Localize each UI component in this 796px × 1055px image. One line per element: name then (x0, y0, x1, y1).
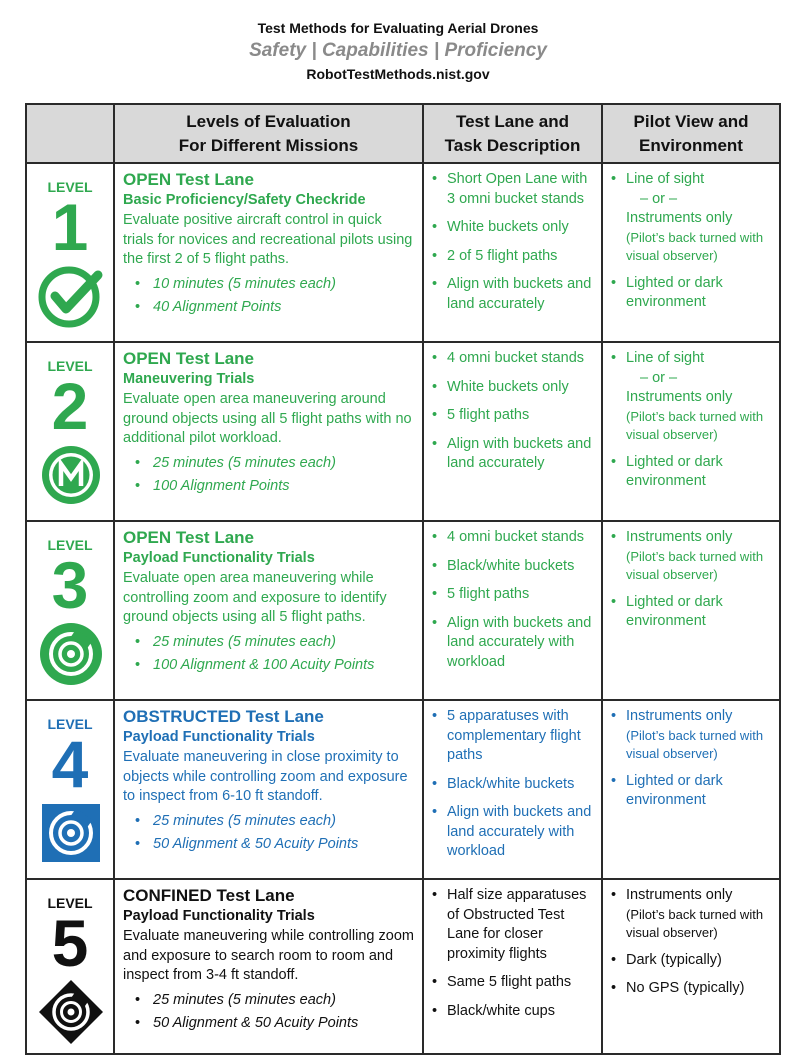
pilot-item-gps: • No GPS (typically) (603, 979, 773, 999)
pilot-item-environment: • Lighted or dark environment (603, 593, 773, 632)
level-label: LEVEL (47, 358, 93, 374)
description-text: Evaluate maneuvering in close proximity to objects while controlling zoom and exposure to inspect from 6-10 ft standoff. (123, 749, 408, 804)
lane-item: • 5 apparatuses with complementary flight paths (424, 707, 595, 766)
level-number: 5 (51, 906, 89, 980)
level-3-pilot (602, 521, 780, 700)
level-label: LEVEL (47, 716, 93, 732)
lane-title: CONFINED Test Lane (123, 886, 295, 905)
stat-duration: • 25 minutes (5 minutes each) (123, 452, 415, 476)
m-badge-icon (38, 442, 104, 508)
trial-subtitle: Maneuvering Trials (123, 371, 255, 387)
level-5-pilot (602, 879, 780, 1054)
trial-subtitle: Payload Functionality Trials (123, 908, 315, 924)
lane-item: • White buckets only (424, 218, 595, 238)
pilot-item-environment: • Lighted or dark environment (603, 274, 773, 313)
stat-points: • 50 Alignment & 50 Acuity Points (123, 833, 415, 857)
evaluation-levels-table (25, 103, 781, 1055)
trial-subtitle: Payload Functionality Trials (123, 550, 315, 566)
stat-duration: • 25 minutes (5 minutes each) (123, 989, 415, 1013)
level-4-description (114, 700, 423, 879)
lane-item: • 4 omni bucket stands (424, 528, 595, 548)
description-text: Evaluate positive aircraft control in quick trials for novices and recreational pilots using the first 2 of 5 flight paths. (123, 212, 413, 267)
level-label: LEVEL (47, 179, 93, 195)
header-row (26, 104, 780, 163)
level-1-lane (423, 163, 602, 342)
trial-subtitle: Payload Functionality Trials (123, 729, 315, 745)
level-2-pilot (602, 342, 780, 521)
pilot-item-view: • Instruments only (Pilot’s back turned with visual observer) (603, 528, 773, 584)
level-1-cell (26, 163, 114, 342)
header-pilot-view: Pilot View and Environment (602, 104, 780, 163)
document-subtitle: Safety | Capabilities | Proficiency (249, 40, 547, 61)
document-title: Test Methods for Evaluating Aerial Drones (257, 20, 539, 36)
lane-title: OPEN Test Lane (123, 170, 254, 189)
header-test-lane: Test Lane and Task Description (423, 104, 602, 163)
description-text: Evaluate open area maneuvering while controlling zoom and exposure to identify ground objects using all 5 flight paths. (123, 570, 387, 625)
level-1-description (114, 163, 423, 342)
stat-points: • 50 Alignment & 50 Acuity Points (123, 1012, 415, 1036)
website-link[interactable]: RobotTestMethods.nist.gov (306, 66, 490, 82)
description-text: Evaluate maneuvering while controlling zoom and exposure to search room to room and inspect from 3-4 ft standoff. (123, 928, 414, 983)
lane-item: • Short Open Lane with 3 omni bucket stands (424, 170, 595, 209)
stat-points: • 40 Alignment Points (123, 296, 415, 320)
stat-duration: • 25 minutes (5 minutes each) (123, 631, 415, 655)
stat-points: • 100 Alignment Points (123, 475, 415, 499)
level-4-lane (423, 700, 602, 879)
level-number: 1 (51, 190, 89, 264)
check-badge-icon (38, 263, 104, 329)
level-2-description (114, 342, 423, 521)
level-3-cell (26, 521, 114, 700)
lane-item: • Align with buckets and land accurately (424, 435, 595, 474)
level-number: 4 (51, 727, 89, 801)
level-5-cell (26, 879, 114, 1054)
lane-item: • White buckets only (424, 378, 595, 398)
level-3-row (26, 521, 780, 700)
level-1-pilot (602, 163, 780, 342)
header-blank-cell (26, 104, 114, 163)
pilot-item-view: • Line of sight – or – Instruments only (Pilot’s back turned with visual observer) (603, 349, 773, 444)
level-1-row (26, 163, 780, 342)
lane-title: OBSTRUCTED Test Lane (123, 707, 324, 726)
description-text: Evaluate open area maneuvering around ground objects using all 5 flight paths with no additional pilot workload. (123, 391, 412, 446)
level-5-row (26, 879, 780, 1054)
lane-item: • Same 5 flight paths (424, 973, 595, 993)
lane-title: OPEN Test Lane (123, 528, 254, 547)
lane-item: • Black/white buckets (424, 775, 595, 795)
level-4-cell (26, 700, 114, 879)
header-levels: Levels of Evaluation For Different Missions (114, 104, 423, 163)
lane-item: • Black/white cups (424, 1002, 595, 1022)
target-square-icon (38, 800, 104, 866)
lane-item: • Black/white buckets (424, 557, 595, 577)
level-2-cell (26, 342, 114, 521)
lane-item: • 4 omni bucket stands (424, 349, 595, 369)
level-4-row (26, 700, 780, 879)
pilot-item-environment: • Lighted or dark environment (603, 453, 773, 492)
pilot-item-view: • Instruments only (Pilot’s back turned with visual observer) (603, 886, 773, 942)
target-diamond-icon (38, 979, 104, 1045)
level-3-lane (423, 521, 602, 700)
level-label: LEVEL (47, 895, 93, 911)
level-4-pilot (602, 700, 780, 879)
stat-duration: • 10 minutes (5 minutes each) (123, 273, 415, 297)
lane-title: OPEN Test Lane (123, 349, 254, 368)
level-label: LEVEL (47, 537, 93, 553)
level-3-description (114, 521, 423, 700)
target-circle-icon (38, 621, 104, 687)
lane-item: • 2 of 5 flight paths (424, 247, 595, 267)
trial-subtitle: Basic Proficiency/Safety Checkride (123, 192, 366, 208)
level-5-lane (423, 879, 602, 1054)
lane-item: • Align with buckets and land accurately with workload (424, 803, 595, 862)
pilot-item-environment: • Lighted or dark environment (603, 772, 773, 811)
lane-item: • Align with buckets and land accurately (424, 275, 595, 314)
lane-item: • Half size apparatuses of Obstructed Test Lane for closer proximity flights (424, 886, 595, 964)
stat-duration: • 25 minutes (5 minutes each) (123, 810, 415, 834)
pilot-item-view: • Line of sight – or – Instruments only (Pilot’s back turned with visual observer) (603, 170, 773, 265)
level-number: 3 (51, 548, 89, 622)
pilot-item-lighting: • Dark (typically) (603, 951, 773, 971)
level-2-row (26, 342, 780, 521)
level-2-lane (423, 342, 602, 521)
lane-item: • Align with buckets and land accurately with workload (424, 614, 595, 673)
lane-item: • 5 flight paths (424, 406, 595, 426)
level-5-description (114, 879, 423, 1054)
pilot-item-view: • Instruments only (Pilot’s back turned with visual observer) (603, 707, 773, 763)
lane-item: • 5 flight paths (424, 585, 595, 605)
stat-points: • 100 Alignment & 100 Acuity Points (123, 654, 415, 678)
level-number: 2 (51, 369, 89, 443)
